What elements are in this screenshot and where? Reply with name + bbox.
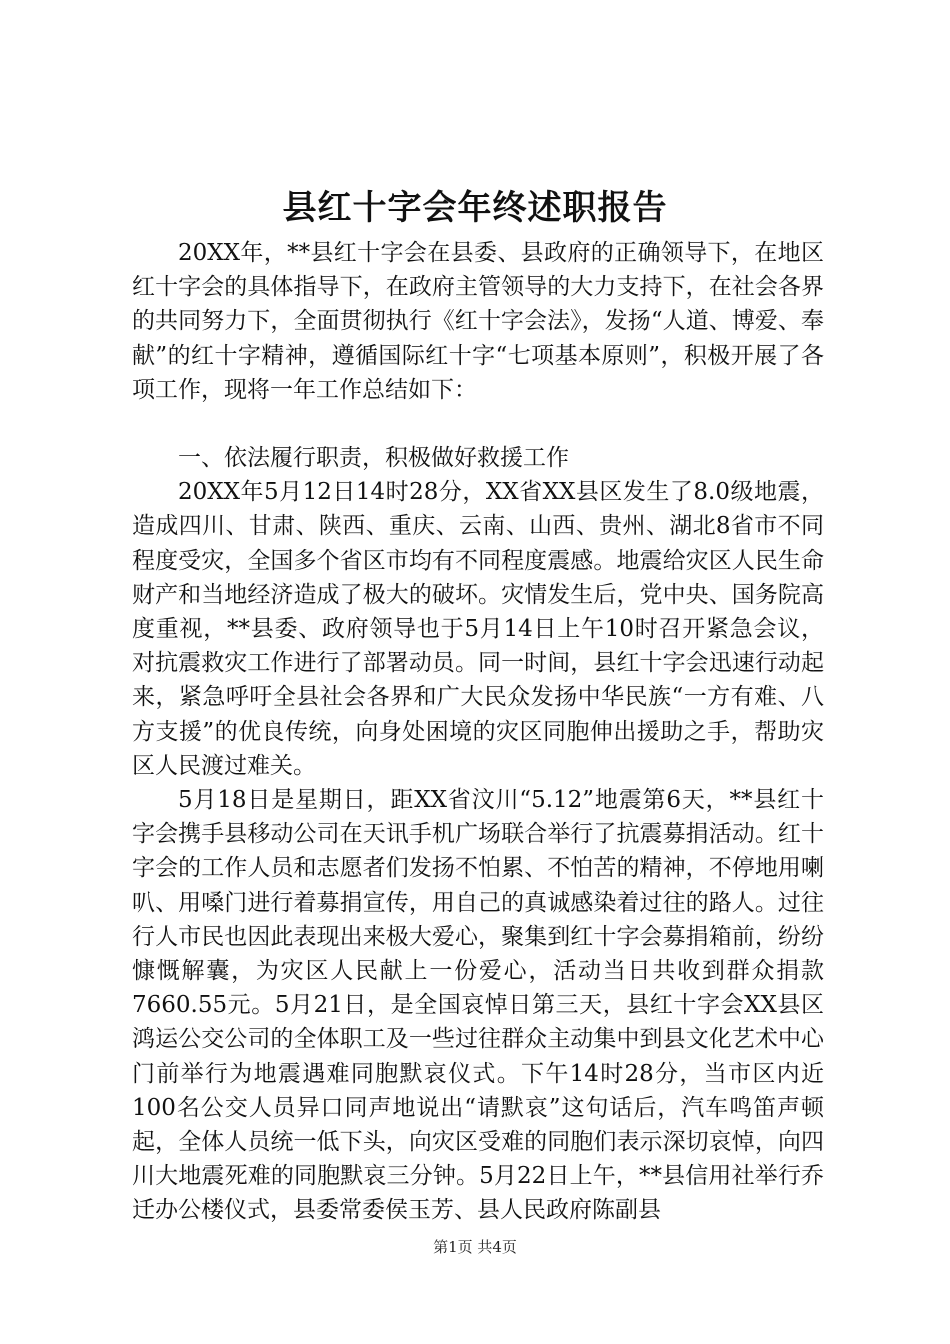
document-body [132,236,824,1228]
intro-paragraph: 20XX年，**县红十字会在县委、县政府的正确领导下，在地区红十字会的具体指导下，在政府主管领导的大力支持下，在社会各界的共同努力下，全面贯彻执行《红十字会法》，发扬“人道、博爱、奉献”的红十字精神，遵循国际红十字“七项基本原则”，积极开展了各项工作，现将一年工作总结如下： [132,240,824,403]
document-title: 县红十字会年终述职报告 [282,188,668,228]
section-heading: 一、依法履行职责，积极做好救援工作 [178,445,569,472]
page-number-footer: 第1页 共4页 [433,1238,517,1256]
body-paragraph-fundraising: 5月18日是星期日，距XX省汶川“5.12”地震第6天，**县红十字会携手县移动公司在天讯手机广场联合举行了抗震募捐活动。红十字会的工作人员和志愿者们发扬不怕累、不怕苦的精神，不停地用喇叭、用嗓门进行着募捐宣传，用自己的真诚感染着过往的路人。过往行人市民也因此表现出来极大爱心，聚集到红十字会募捐箱前，纷纷慷慨解囊，为灾区人民献上一份爱心，活动当日共收到群众捐款7660.55元。5月21日，是全国哀悼日第三天，县红十字会XX县区鸿运公交公司的全体职工及一些过往群众主动集中到县文化艺术中心门前举行为地震遇难同胞默哀仪式。下午14时28分，当市区内近100名公交人员异口同声地说出“请默哀”这句话后，汽车鸣笛声顿起，全体人员统一低下头，向灾区受难的同胞们表示深切哀悼，向四川大地震死难的同胞默哀三分钟。5月22日上午，**县信用社举行乔迁办公楼仪式，县委常委侯玉芳、县人民政府陈副县 [132,787,824,1224]
body-paragraph-earthquake: 20XX年5月12日14时28分，XX省XX县区发生了8.0级地震，造成四川、甘肃、陕西、重庆、云南、山西、贵州、湖北8省市不同程度受灾，全国多个省区市均有不同程度震感。地震给灾区人民生命财产和当地经济造成了极大的破坏。灾情发生后，党中央、国务院高度重视，**县委、政府领导也于5月14日上午10时召开紧急会议，对抗震救灾工作进行了部署动员。同一时间，县红十字会迅速行动起来，紧急呼吁全县社会各界和广大民众发扬中华民族“一方有难、八方支援”的优良传统，向身处困境的灾区同胞伸出援助之手，帮助灾区人民渡过难关。 [132,479,824,779]
